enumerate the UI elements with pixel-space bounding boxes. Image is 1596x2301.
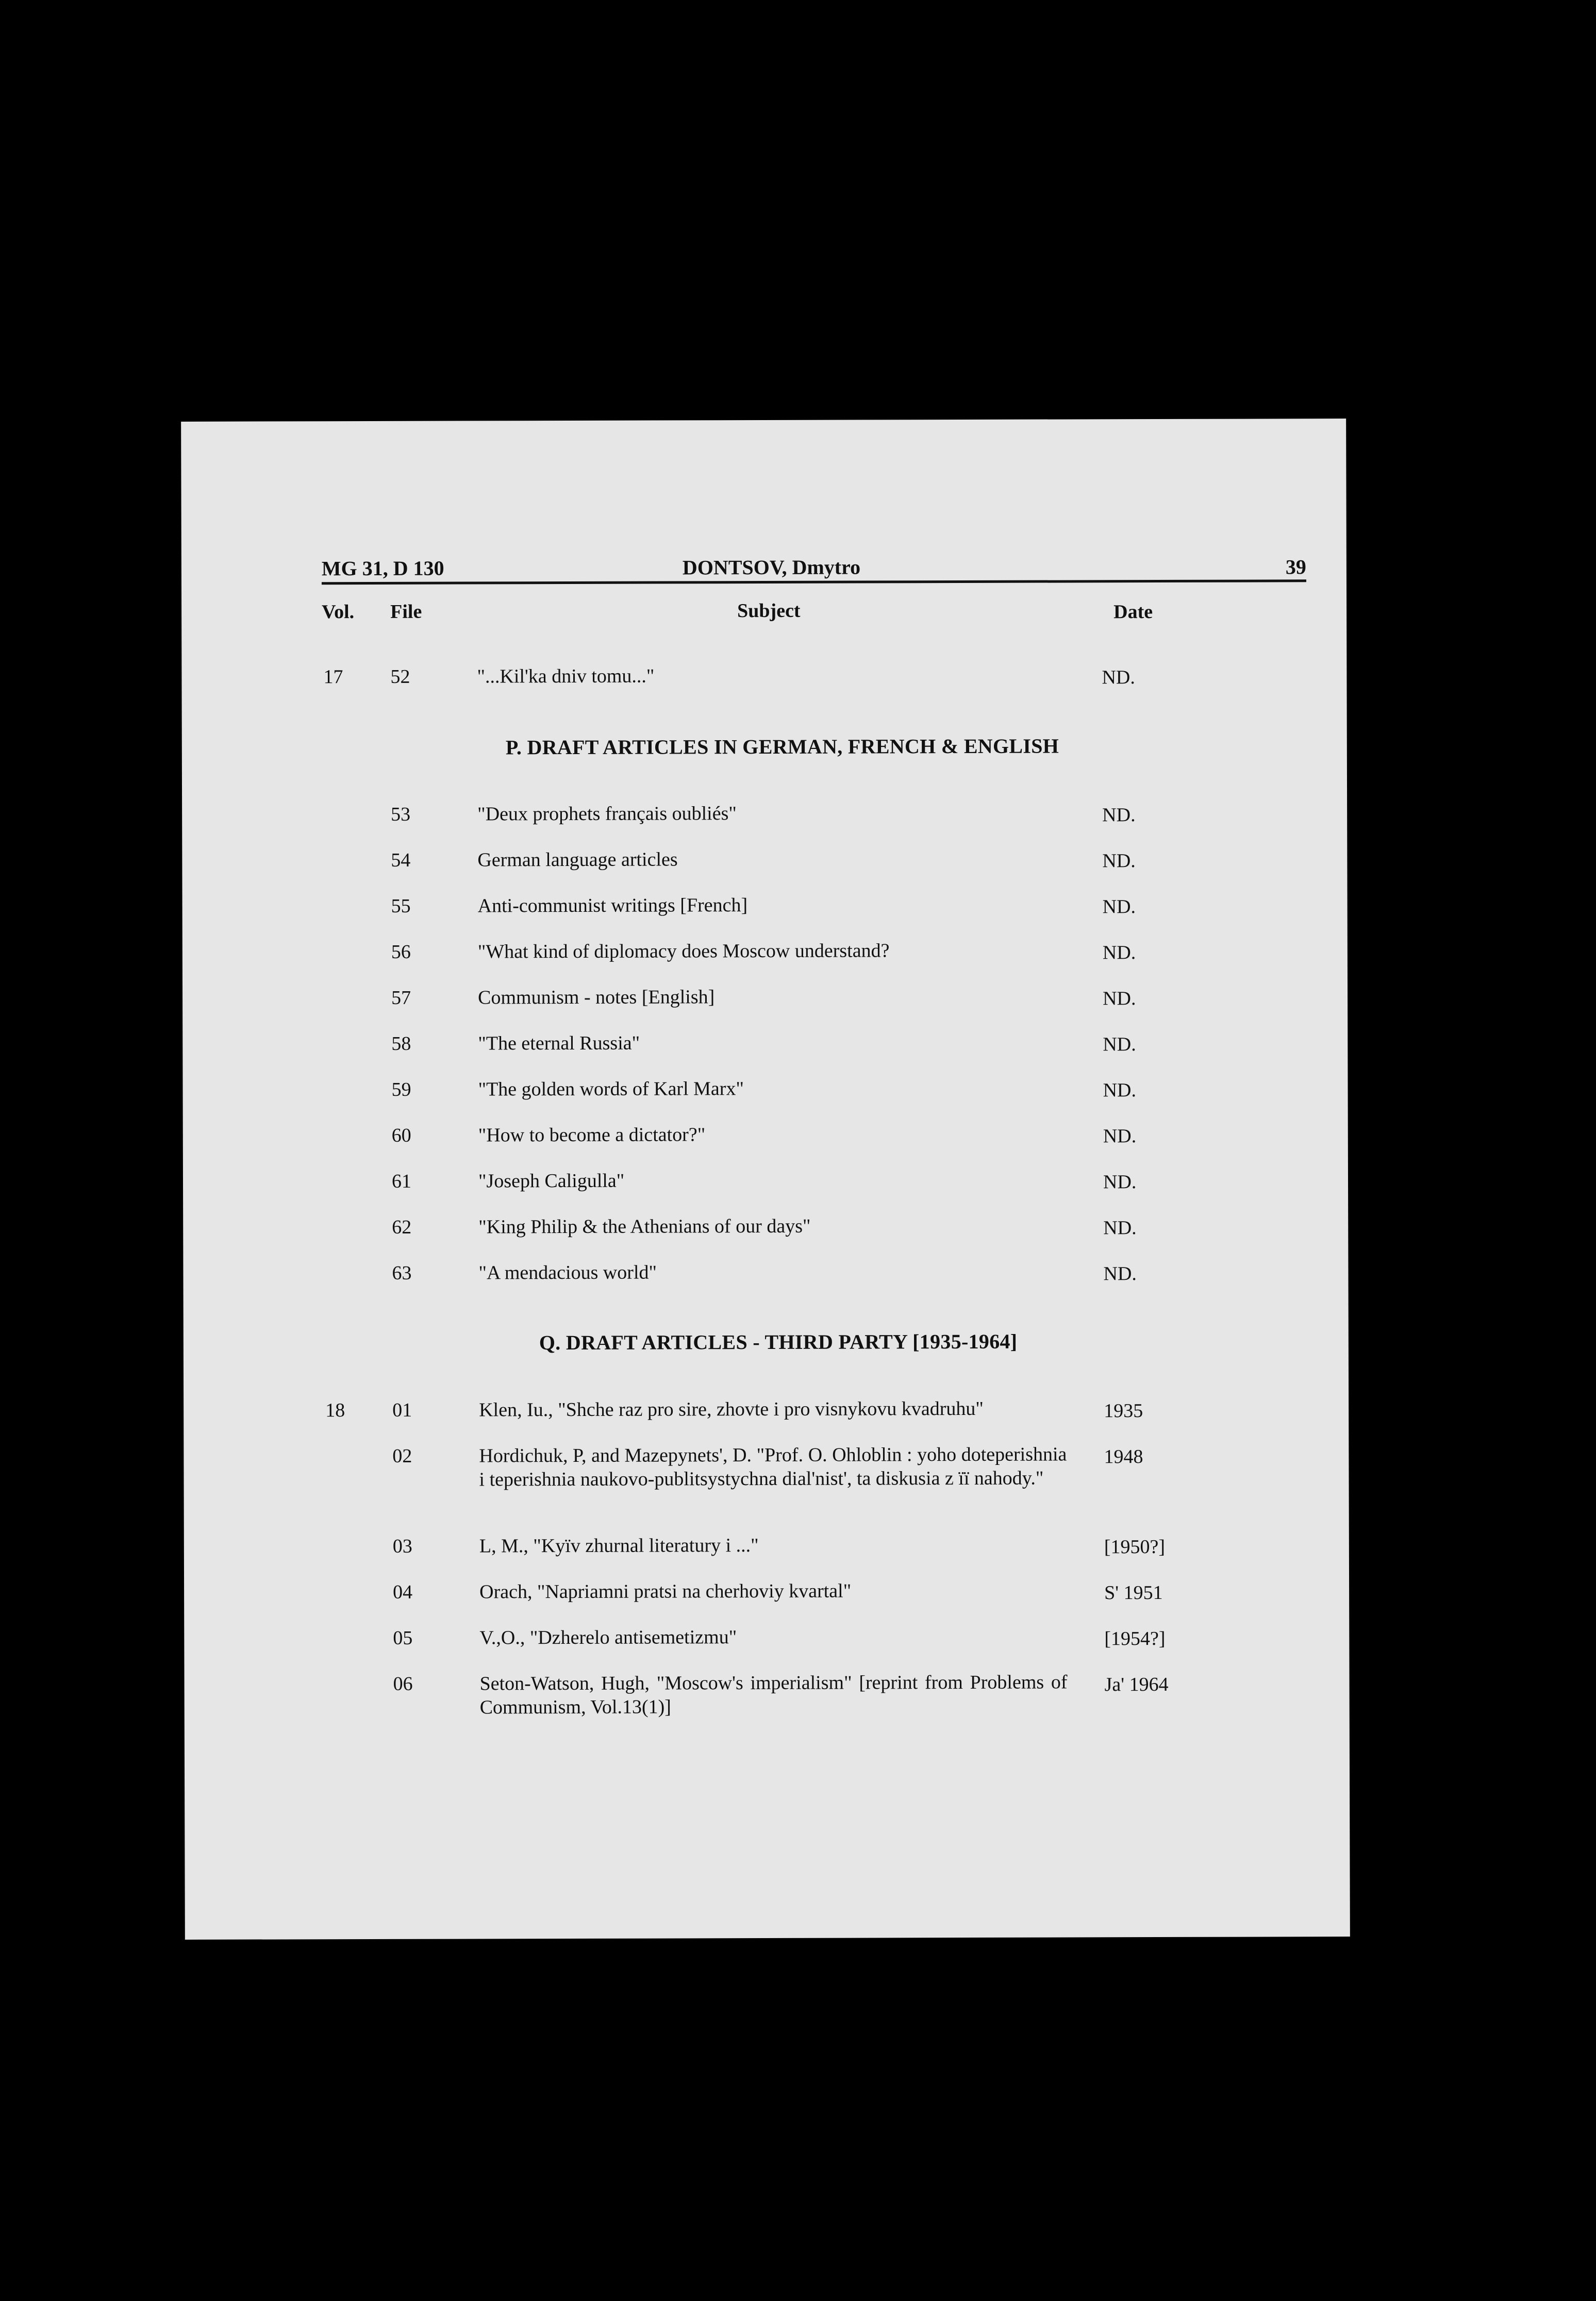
- subject-text: "What kind of diplomacy does Moscow understand?: [477, 940, 890, 963]
- subject-text: L, M., "Kyïv zhurnal literatury i ...": [479, 1535, 759, 1557]
- date-text: ND.: [1103, 1217, 1137, 1239]
- running-header: [322, 547, 1306, 581]
- date-text: ND.: [1102, 942, 1136, 964]
- file-number: 02: [392, 1445, 412, 1467]
- date-text: 1948: [1104, 1446, 1143, 1468]
- date-text: ND.: [1102, 850, 1136, 872]
- file-number: 61: [391, 1170, 412, 1192]
- subject-text: Orach, "Napriamni pratsi na cherhoviy kvartal": [479, 1580, 852, 1603]
- date-text: [1950?]: [1104, 1536, 1166, 1558]
- subject-text: "The golden words of Karl Marx": [478, 1078, 744, 1101]
- column-header-file: File: [390, 601, 422, 623]
- file-number: 55: [391, 895, 411, 917]
- file-number: 58: [391, 1032, 411, 1055]
- subject-text: Anti-communist writings [French]: [477, 894, 748, 917]
- date-text: Ja' 1964: [1104, 1673, 1169, 1696]
- subject-text: "Joseph Caligulla": [478, 1170, 625, 1192]
- file-number: 04: [393, 1581, 413, 1603]
- document-page: [181, 419, 1350, 1940]
- section-heading-q: Q. DRAFT ARTICLES - THIRD PARTY [1935-1964]: [539, 1329, 1018, 1355]
- vol-number: 17: [323, 666, 343, 688]
- subject-text: "King Philip & the Athenians of our days": [478, 1215, 811, 1238]
- page-number: 39: [1285, 555, 1306, 579]
- fonds-title: DONTSOV, Dmytro: [682, 555, 861, 579]
- fonds-reference: MG 31, D 130: [321, 556, 444, 580]
- subject-text: V.,O., "Dzherelo antisemetizmu": [479, 1626, 737, 1649]
- subject-text: German language articles: [477, 848, 678, 871]
- subject-text: "A mendacious world": [478, 1261, 657, 1284]
- file-number: 05: [393, 1627, 413, 1649]
- column-header-vol: Vol.: [322, 601, 355, 623]
- file-number: 63: [392, 1262, 412, 1284]
- subject-text: Seton-Watson, Hugh, "Moscow's imperialism" [reprint from Problems of Communism, Vol.13(1)]: [479, 1671, 1068, 1719]
- date-text: ND.: [1103, 988, 1136, 1010]
- date-text: ND.: [1102, 896, 1136, 918]
- subject-text: "Deux prophets français oubliés": [477, 803, 737, 825]
- subject-text: Hordichuk, P, and Mazepynets', D. "Prof. O. Ohloblin : yoho doteperishnia i teperishnia naukovo-publitsystychna dial'nist', ta diskusia z ïï nahody.": [479, 1443, 1067, 1491]
- vol-number: 18: [325, 1399, 345, 1422]
- file-number: 03: [392, 1535, 412, 1557]
- section-heading-p: P. DRAFT ARTICLES IN GERMAN, FRENCH & ENGLISH: [505, 734, 1059, 759]
- date-text: S' 1951: [1104, 1581, 1163, 1604]
- file-number: 60: [391, 1124, 411, 1146]
- file-number: 06: [393, 1673, 413, 1695]
- date-text: ND.: [1103, 1125, 1137, 1147]
- date-text: ND.: [1102, 804, 1136, 826]
- file-number: 57: [391, 987, 411, 1009]
- file-number: 01: [392, 1399, 412, 1421]
- date-text: ND.: [1103, 1079, 1136, 1102]
- date-text: ND.: [1103, 1033, 1136, 1056]
- date-text: ND.: [1103, 1171, 1137, 1193]
- column-header-date: Date: [1113, 601, 1153, 623]
- column-header-subject: Subject: [737, 599, 801, 622]
- file-number: 59: [391, 1078, 411, 1101]
- file-number: 52: [390, 665, 410, 688]
- subject-text: Klen, Iu., "Shche raz pro sire, zhovte i pro visnykovu kvadruhu": [479, 1397, 984, 1421]
- date-text: ND.: [1102, 666, 1135, 689]
- date-text: [1954?]: [1104, 1627, 1166, 1650]
- date-text: 1935: [1104, 1400, 1143, 1422]
- file-number: 62: [392, 1216, 412, 1238]
- subject-text: "...Kil'ka dniv tomu...": [477, 665, 655, 688]
- file-number: 56: [391, 941, 411, 963]
- date-text: ND.: [1103, 1263, 1137, 1285]
- subject-text: "The eternal Russia": [478, 1032, 640, 1055]
- subject-text: Communism - notes [English]: [478, 986, 715, 1009]
- subject-text: "How to become a dictator?": [478, 1124, 706, 1146]
- file-number: 54: [391, 849, 411, 871]
- file-number: 53: [391, 803, 411, 825]
